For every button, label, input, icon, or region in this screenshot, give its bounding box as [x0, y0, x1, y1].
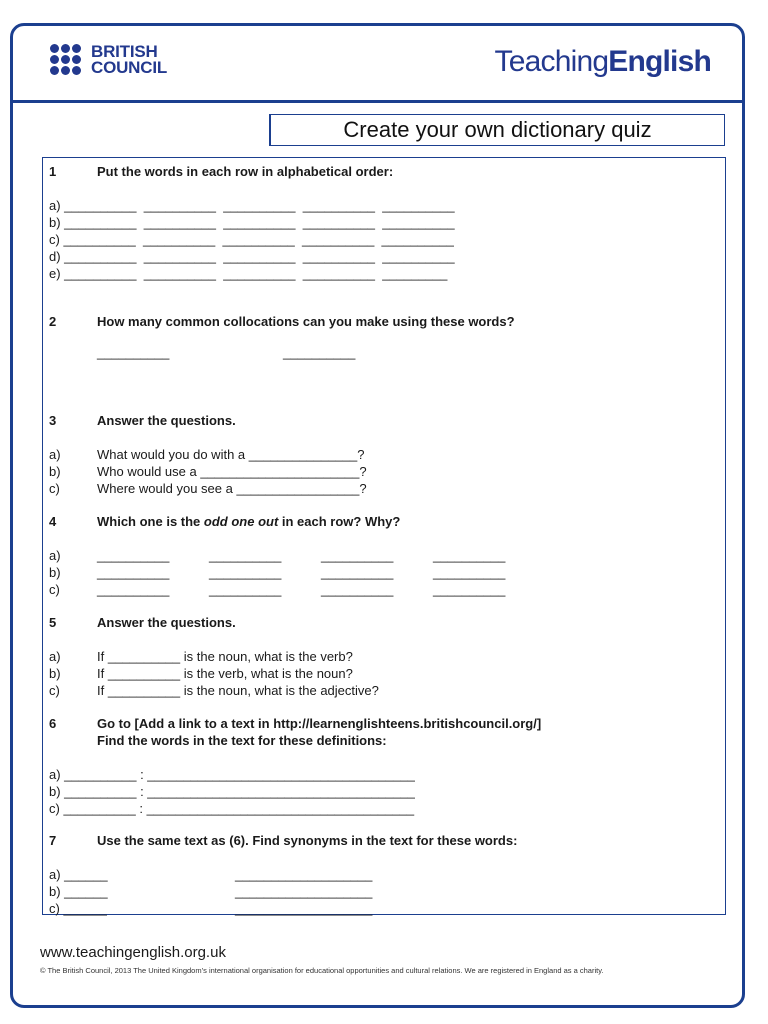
question-number: 1: [49, 164, 57, 179]
heading-part: Which one is the: [97, 514, 204, 529]
teachingenglish-logo: [495, 43, 711, 81]
heading-part: in each row? Why?: [278, 514, 401, 529]
answer-row: b) __________ __________ __________ __________ __________: [49, 215, 455, 230]
row-left: a) ______: [49, 867, 108, 882]
question-number: 2: [49, 314, 57, 329]
answer-blank: __________: [97, 548, 170, 563]
row-label: a): [49, 548, 61, 563]
row-text: If __________ is the verb, what is the noun?: [97, 666, 353, 681]
question-heading: Answer the questions.: [97, 615, 236, 630]
logo-english: English: [608, 45, 711, 78]
row-label: c): [49, 683, 60, 698]
answer-blank: __________: [433, 582, 506, 597]
question-heading-line-2: Find the words in the text for these definitions:: [97, 733, 387, 748]
row-label: a): [49, 447, 61, 462]
row-text: Who would use a ______________________?: [97, 464, 367, 479]
answer-blank: __________: [321, 548, 394, 563]
answer-blank: __________: [209, 582, 282, 597]
answer-blank: __________: [321, 582, 394, 597]
logo-dot: [72, 66, 81, 75]
answer-blank: __________: [283, 345, 356, 360]
answer-blank: __________: [209, 565, 282, 580]
answer-blank: __________: [97, 345, 170, 360]
question-1: [49, 163, 719, 283]
footer-copyright: © The British Council, 2013 The United Kingdom’s international organisation for educational opportunities and cultural relations. We are registered in England as a charity.: [40, 966, 604, 975]
logo-dot: [61, 44, 70, 53]
row-text: What would you do with a _______________?: [97, 447, 365, 462]
quiz-box: [42, 157, 726, 915]
logo-dot: [50, 55, 59, 64]
row-label: c): [49, 582, 60, 597]
heading-emphasis: odd one out: [203, 514, 279, 529]
answer-blank: __________: [321, 565, 394, 580]
question-2: [49, 313, 719, 363]
answer-row: e) __________ __________ __________ __________ _________: [49, 266, 448, 281]
logo-dot: [72, 55, 81, 64]
row-text: If __________ is the noun, what is the verb?: [97, 649, 353, 664]
answer-blank: ___________________: [235, 901, 373, 916]
question-number: 6: [49, 716, 57, 731]
question-number: 7: [49, 833, 57, 848]
answer-row: d) __________ __________ __________ __________ __________: [49, 249, 455, 264]
answer-row: c) __________ __________ __________ __________ __________: [49, 232, 454, 247]
question-heading: [97, 513, 400, 530]
logo-dot: [50, 66, 59, 75]
british-council-wordmark: [91, 44, 167, 76]
answer-blank: __________: [209, 548, 282, 563]
question-heading: How many common collocations can you make using these words?: [97, 314, 515, 329]
question-heading: Answer the questions.: [97, 413, 236, 428]
answer-blank: __________: [97, 565, 170, 580]
answer-row: a) __________ __________ __________ __________ __________: [49, 198, 455, 213]
answer-blank: ___________________: [235, 884, 373, 899]
answer-blank: __________: [433, 565, 506, 580]
row-label: a): [49, 649, 61, 664]
question-number: 5: [49, 615, 57, 630]
wordmark-line-2: COUNCIL: [91, 58, 168, 77]
question-number: 3: [49, 413, 57, 428]
row-label: b): [49, 666, 61, 681]
question-4: [49, 513, 719, 603]
row-label: b): [49, 464, 61, 479]
question-heading: Use the same text as (6). Find synonyms in the text for these words:: [97, 833, 518, 848]
row-left: b) ______: [49, 884, 108, 899]
logo-dot: [50, 44, 59, 53]
row-text: If __________ is the noun, what is the adjective?: [97, 683, 379, 698]
question-number: 4: [49, 514, 57, 529]
logo-dot: [72, 44, 81, 53]
question-5: [49, 614, 719, 704]
answer-blank: __________: [433, 548, 506, 563]
british-council-logo: [50, 44, 185, 80]
row-left: c) ______: [49, 901, 107, 916]
question-7: [49, 832, 719, 914]
answer-row: c) __________ : _____________________________________: [49, 801, 415, 816]
header-divider: [10, 100, 745, 103]
wordmark-line-1: BRITISH: [91, 42, 158, 61]
row-label: c): [49, 481, 60, 496]
answer-row: b) __________ : _____________________________________: [49, 784, 415, 799]
answer-blank: ___________________: [235, 867, 373, 882]
question-6: [49, 715, 719, 815]
page-title: Create your own dictionary quiz: [269, 114, 725, 146]
footer-url[interactable]: www.teachingenglish.org.uk: [40, 944, 226, 961]
logo-dot: [61, 66, 70, 75]
question-heading: Go to [Add a link to a text in http://learnenglishteens.britishcouncil.org/]: [97, 716, 542, 731]
logo-teaching: Teaching: [494, 45, 609, 78]
question-heading: Put the words in each row in alphabetical order:: [97, 164, 394, 179]
question-3: [49, 412, 719, 502]
row-label: b): [49, 565, 61, 580]
logo-dot: [61, 55, 70, 64]
row-text: Where would you see a _________________?: [97, 481, 367, 496]
answer-row: a) __________ : _____________________________________: [49, 767, 415, 782]
answer-blank: __________: [97, 582, 170, 597]
